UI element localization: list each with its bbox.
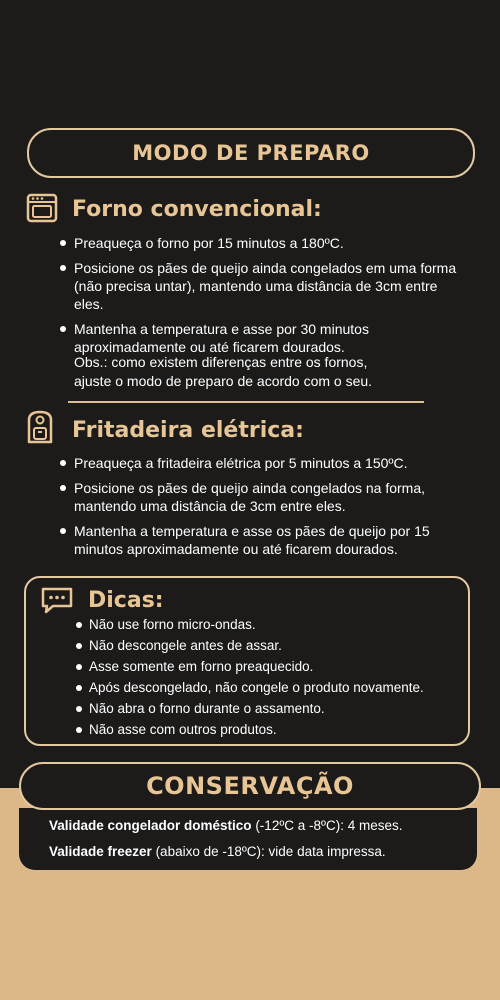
- obs-line-2: ajuste o modo de preparo de acordo com o seu.: [74, 373, 373, 389]
- chat-bubble-icon: [40, 586, 74, 614]
- validade-congelador-value: (-12ºC a -8ºC): 4 meses.: [251, 818, 403, 833]
- list-item: Não use forno micro-ondas.: [76, 616, 456, 634]
- list-item: Mantenha a temperatura e asse por 30 minutos aproximadamente ou até ficarem dourados.: [60, 320, 470, 356]
- dicas-list: [76, 616, 456, 742]
- forno-obs: [74, 353, 372, 391]
- list-item: Asse somente em forno preaquecido.: [76, 658, 456, 676]
- list-item: Mantenha a temperatura e asse os pães de queijo por 15 minutos aproximadamente ou até ficarem dourados.: [60, 522, 470, 558]
- forno-title: Forno convencional:: [72, 197, 322, 222]
- validade-freezer-value: (abaixo de -18ºC): vide data impressa.: [151, 844, 386, 859]
- validade-freezer-label: Validade freezer: [49, 844, 152, 859]
- obs-line-1: Obs.: como existem diferenças entre os fornos,: [74, 354, 368, 370]
- air-fryer-icon: [24, 410, 56, 444]
- validade-congelador: [49, 818, 402, 833]
- list-item: Posicione os pães de queijo ainda congelados na forma, mantendo uma distância de 3cm entre eles.: [60, 479, 470, 515]
- fritadeira-title: Fritadeira elétrica:: [72, 418, 304, 443]
- validade-congelador-label: Validade congelador doméstico: [49, 818, 252, 833]
- list-item: Após descongelado, não congele o produto novamente.: [76, 679, 456, 697]
- oven-icon: [26, 193, 58, 223]
- list-item: Posicione os pães de queijo ainda congelados em uma forma (não precisa untar), mantendo uma distância de 3cm entre eles.: [60, 259, 470, 313]
- modo-preparo-title: MODO DE PREPARO: [132, 141, 370, 165]
- list-item: Preaqueça a fritadeira elétrica por 5 minutos a 150ºC.: [60, 454, 470, 472]
- list-item: Preaqueça o forno por 15 minutos a 180ºC.: [60, 234, 470, 252]
- dicas-title: Dicas:: [88, 588, 164, 613]
- list-item: Não abra o forno durante o assamento.: [76, 700, 456, 718]
- fritadeira-steps: [60, 454, 470, 565]
- list-item: Não descongele antes de assar.: [76, 637, 456, 655]
- validade-freezer: [49, 844, 386, 859]
- forno-steps: [60, 234, 470, 363]
- modo-preparo-header: [27, 128, 475, 178]
- conservacao-header: [19, 762, 481, 810]
- list-item: Não asse com outros produtos.: [76, 721, 456, 739]
- conservacao-title: CONSERVAÇÃO: [146, 772, 354, 800]
- section-divider: [68, 401, 424, 403]
